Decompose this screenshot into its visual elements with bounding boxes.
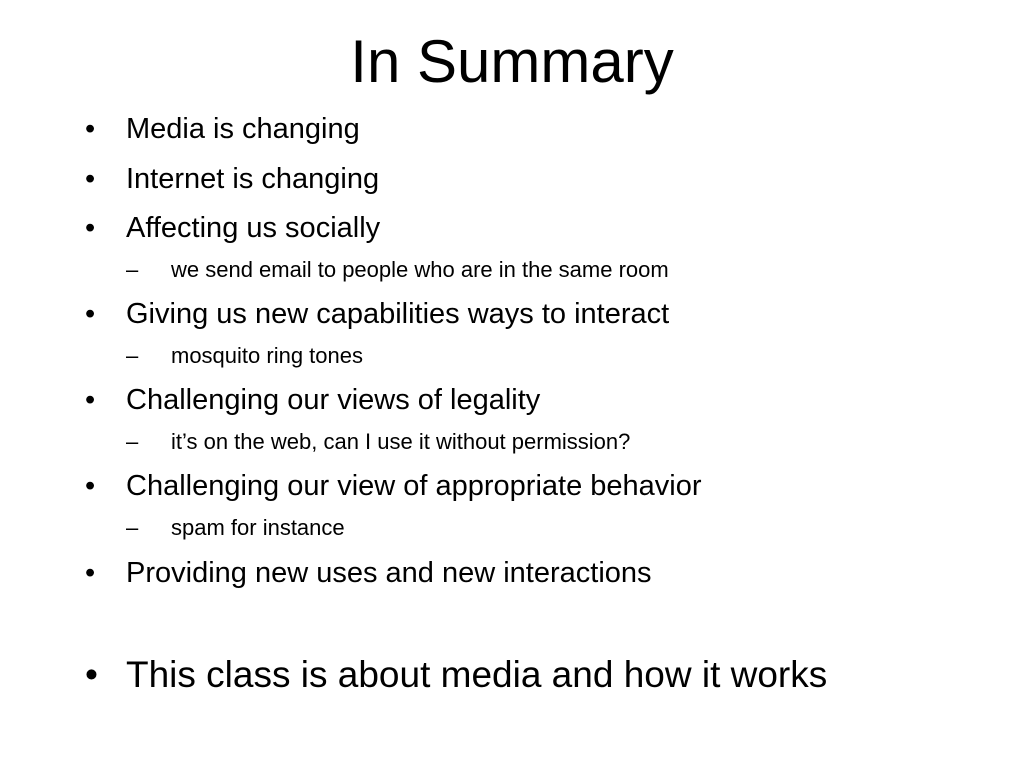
bullet-text: This class is about media and how it works <box>126 654 828 695</box>
dash-marker: – <box>126 257 139 282</box>
dash-marker: – <box>126 343 139 368</box>
bullet-text: Giving us new capabilities ways to interact <box>126 298 670 330</box>
dash-marker: – <box>126 429 139 454</box>
dash-marker: – <box>126 515 139 540</box>
bullet-text: Challenging our view of appropriate behavior <box>126 470 702 502</box>
bullet-text: Media is changing <box>126 113 360 145</box>
slide-title: In Summary <box>350 28 674 95</box>
bullet-marker: • <box>85 470 96 502</box>
sub-bullet-text: we send email to people who are in the same room <box>171 257 669 282</box>
bullet-marker: • <box>85 654 98 695</box>
bullet-marker: • <box>85 298 96 330</box>
sub-bullet-text: mosquito ring tones <box>171 343 363 368</box>
sub-bullet-text: spam for instance <box>171 515 345 540</box>
bullet-marker: • <box>85 163 96 195</box>
bullet-marker: • <box>85 384 96 416</box>
bullet-text: Affecting us socially <box>126 212 381 244</box>
bullet-marker: • <box>85 113 96 145</box>
bullet-text: Challenging our views of legality <box>126 384 541 416</box>
bullet-marker: • <box>85 557 96 589</box>
sub-bullet-text: it’s on the web, can I use it without permission? <box>171 429 631 454</box>
bullet-marker: • <box>85 212 96 244</box>
bullet-text: Internet is changing <box>126 163 380 195</box>
bullet-text: Providing new uses and new interactions <box>126 557 652 589</box>
